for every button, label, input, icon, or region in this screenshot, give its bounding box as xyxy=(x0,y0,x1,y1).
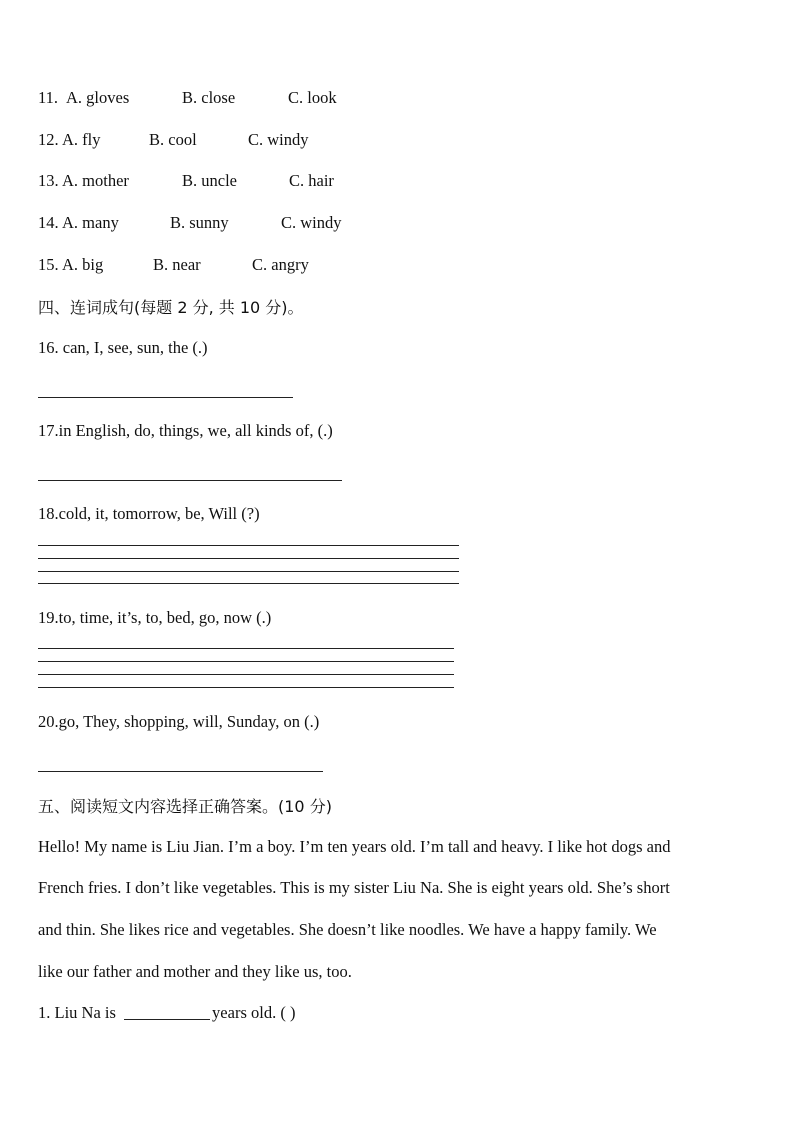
question-number: 20. xyxy=(38,712,59,731)
question-text: to, time, it’s, to, bed, go, now (.) xyxy=(58,608,272,627)
question-text: go, They, shopping, will, Sunday, on (.) xyxy=(58,712,320,731)
option-c: C. look xyxy=(288,88,337,107)
answer-line[interactable] xyxy=(38,558,459,559)
question-17 xyxy=(38,421,333,441)
option-b: B. close xyxy=(182,88,236,107)
option-b: B. sunny xyxy=(170,213,229,232)
answer-line[interactable] xyxy=(38,397,293,398)
passage-line: Hello! My name is Liu Jian. I’m a boy. I’m ten years old. I’m tall and heavy. I like hot dogs and xyxy=(38,837,671,856)
option-a: A. mother xyxy=(62,171,129,190)
question-text: can, I, see, sun, the (.) xyxy=(58,338,208,357)
answer-line[interactable] xyxy=(38,571,459,572)
option-c: C. windy xyxy=(248,130,309,149)
answer-line[interactable] xyxy=(38,661,454,662)
option-c: C. hair xyxy=(289,171,334,190)
option-b: B. uncle xyxy=(182,171,237,190)
section-4-title: 四、连词成句(每题 2 分, 共 10 分)。 xyxy=(38,298,304,317)
question-number: 11. xyxy=(38,88,59,107)
question-number: 12. xyxy=(38,130,59,149)
option-b: B. cool xyxy=(149,130,197,149)
question-14 xyxy=(38,213,342,233)
question-19 xyxy=(38,608,271,628)
question-16 xyxy=(38,338,208,358)
passage-line: and thin. She likes rice and vegetables. She doesn’t like noodles. We have a happy family. We xyxy=(38,920,657,939)
reading-question-1 xyxy=(38,1003,295,1023)
question-number: 13. xyxy=(38,171,59,190)
option-a: A. gloves xyxy=(66,88,130,107)
option-b: B. near xyxy=(153,255,201,274)
section-5-title: 五、阅读短文内容选择正确答案。(10 分) xyxy=(38,797,332,816)
question-18 xyxy=(38,504,260,524)
question-text: cold, it, tomorrow, be, Will (?) xyxy=(58,504,260,523)
question-suffix: years old. ( ) xyxy=(212,1003,296,1022)
fill-blank[interactable] xyxy=(124,1005,210,1020)
passage-line: French fries. I don’t like vegetables. This is my sister Liu Na. She is eight years old. She’s short xyxy=(38,878,670,897)
answer-line[interactable] xyxy=(38,648,454,649)
question-13 xyxy=(38,171,334,191)
question-text: in English, do, things, we, all kinds of, (.) xyxy=(58,421,333,440)
option-c: C. angry xyxy=(252,255,309,274)
question-20 xyxy=(38,712,319,732)
question-prefix: 1. Liu Na is xyxy=(38,1003,121,1022)
option-a: A. fly xyxy=(62,130,101,149)
answer-line[interactable] xyxy=(38,674,454,675)
question-number: 18. xyxy=(38,504,59,523)
question-11 xyxy=(38,88,337,108)
question-number: 14. xyxy=(38,213,59,232)
question-15 xyxy=(38,255,309,275)
question-number: 15. xyxy=(38,255,59,274)
question-12 xyxy=(38,130,309,150)
answer-line[interactable] xyxy=(38,687,454,688)
passage-line: like our father and mother and they like us, too. xyxy=(38,962,352,981)
option-c: C. windy xyxy=(281,213,342,232)
question-number: 17. xyxy=(38,421,59,440)
option-a: A. many xyxy=(62,213,119,232)
answer-line[interactable] xyxy=(38,545,459,546)
answer-line[interactable] xyxy=(38,583,459,584)
question-number: 19. xyxy=(38,608,59,627)
question-number: 16. xyxy=(38,338,59,357)
answer-line[interactable] xyxy=(38,480,342,481)
option-a: A. big xyxy=(62,255,104,274)
answer-line[interactable] xyxy=(38,771,323,772)
